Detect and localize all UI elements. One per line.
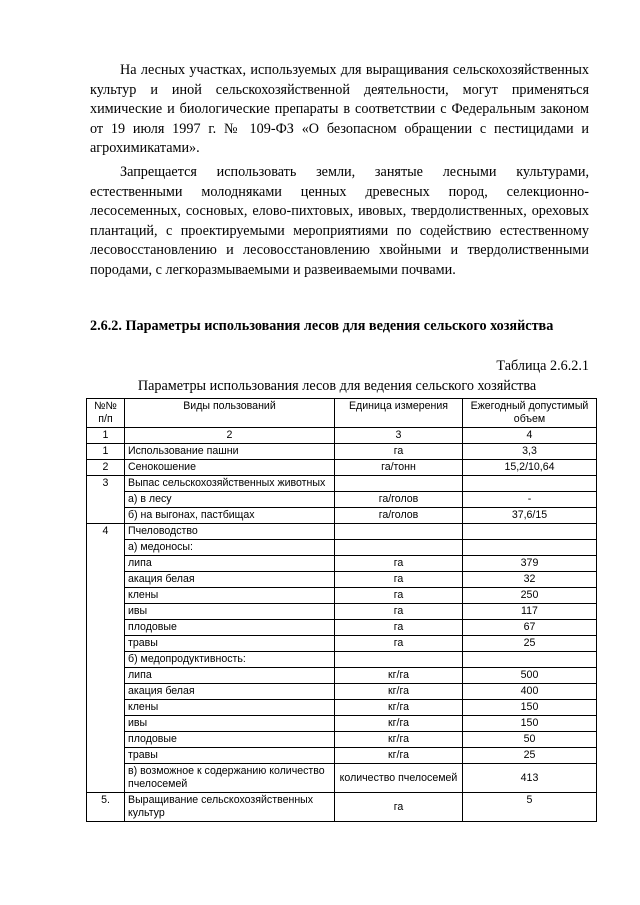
table-row — [87, 652, 597, 668]
row-unit: кг/га — [335, 716, 463, 732]
table-row — [87, 700, 597, 716]
row-volume: 50 — [463, 732, 597, 748]
row-unit: га — [335, 620, 463, 636]
row-volume — [463, 652, 597, 668]
row-unit: га — [335, 588, 463, 604]
paragraph-prohibition: Запрещается использовать земли, занятые лесными культурами, естественными молодняками ценных древесных пород, селекционно-лесосеменных, сосновых, елово-пихтовых, ивовых, твердолиственных, ореховых плантаций, с проектируемыми мероприятиями по содействию естественному лесовосстановлению и лесовосстановлению хвойными и твердолиственными породами, с легкоразмываемыми и развеиваемыми почвами. — [90, 164, 589, 278]
row-type: травы — [125, 748, 335, 764]
row-type: в) возможное к содержанию количество пчелосемей — [125, 764, 335, 793]
header-unit: Единица измерения — [335, 399, 463, 428]
table-row — [87, 540, 597, 556]
table-row — [87, 748, 597, 764]
table-caption: Параметры использования лесов для ведения сельского хозяйства — [137, 378, 537, 394]
row-unit: кг/га — [335, 700, 463, 716]
row-volume — [463, 524, 597, 540]
table-row — [87, 588, 597, 604]
row-type: Выпас сельскохозяйственных животных — [125, 476, 335, 492]
row-volume: 250 — [463, 588, 597, 604]
row-volume: 25 — [463, 748, 597, 764]
table-row — [87, 636, 597, 652]
col-number: 4 — [463, 428, 597, 444]
row-type: плодовые — [125, 732, 335, 748]
row-type: акация белая — [125, 572, 335, 588]
table-row — [87, 684, 597, 700]
row-volume: 150 — [463, 700, 597, 716]
row-volume: 25 — [463, 636, 597, 652]
row-unit: га/голов — [335, 492, 463, 508]
col-number: 1 — [87, 428, 125, 444]
table-row — [87, 604, 597, 620]
row-volume: 400 — [463, 684, 597, 700]
row-type: а) в лесу — [125, 492, 335, 508]
row-unit: кг/га — [335, 732, 463, 748]
row-unit: га — [335, 572, 463, 588]
row-unit: кг/га — [335, 668, 463, 684]
row-unit: га/голов — [335, 508, 463, 524]
table-row — [87, 716, 597, 732]
row-volume: 37,6/15 — [463, 508, 597, 524]
table-row — [87, 508, 597, 524]
row-type: клены — [125, 588, 335, 604]
row-volume: 117 — [463, 604, 597, 620]
table-row — [87, 732, 597, 748]
row-type: Сенокошение — [125, 460, 335, 476]
row-type: Использование пашни — [125, 444, 335, 460]
parameters-table — [86, 398, 597, 822]
col-number: 3 — [335, 428, 463, 444]
row-unit: количество пчелосемей — [335, 764, 463, 793]
row-unit — [335, 476, 463, 492]
table-row — [87, 793, 597, 822]
table-row — [87, 524, 597, 540]
row-volume: 32 — [463, 572, 597, 588]
row-volume: 5 — [463, 793, 597, 822]
column-number-row — [87, 428, 597, 444]
row-volume: 500 — [463, 668, 597, 684]
row-type: акация белая — [125, 684, 335, 700]
row-type: плодовые — [125, 620, 335, 636]
row-unit: га — [335, 636, 463, 652]
row-unit: кг/га — [335, 684, 463, 700]
row-unit — [335, 652, 463, 668]
table-row — [87, 492, 597, 508]
row-volume: 150 — [463, 716, 597, 732]
table-row — [87, 620, 597, 636]
table-row — [87, 460, 597, 476]
paragraph-chemicals: На лесных участках, используемых для выращивания сельскохозяйственных культур и иной сельскохозяйственной деятельности, могут применяться химические и биологические препараты в соответствии с Федеральным законом от 19 июля 1997 г. № 109-ФЗ «О безопасном обращении с пестицидами и агрохимикатами». — [90, 62, 589, 157]
row-type: б) медопродуктивность: — [125, 652, 335, 668]
row-type: Пчеловодство — [125, 524, 335, 540]
row-volume — [463, 540, 597, 556]
row-unit: га — [335, 444, 463, 460]
row-type: липа — [125, 668, 335, 684]
row-num: 2 — [87, 460, 125, 476]
row-unit — [335, 540, 463, 556]
table-row — [87, 764, 597, 793]
row-type: б) на выгонах, пастбищах — [125, 508, 335, 524]
row-volume: 3,3 — [463, 444, 597, 460]
table-row — [87, 444, 597, 460]
row-volume: 379 — [463, 556, 597, 572]
row-volume: - — [463, 492, 597, 508]
table-row — [87, 556, 597, 572]
table-row — [87, 668, 597, 684]
row-unit — [335, 524, 463, 540]
row-num: 4 — [87, 524, 125, 793]
row-unit: га — [335, 556, 463, 572]
row-unit: га/тонн — [335, 460, 463, 476]
row-num: 1 — [87, 444, 125, 460]
col-number: 2 — [125, 428, 335, 444]
row-type: ивы — [125, 716, 335, 732]
row-volume — [463, 476, 597, 492]
row-type: а) медоносы: — [125, 540, 335, 556]
header-volume: Ежегодный допустимый объем — [463, 399, 597, 428]
table-row — [87, 476, 597, 492]
row-type: травы — [125, 636, 335, 652]
row-type: липа — [125, 556, 335, 572]
table-number: Таблица 2.6.2.1 — [496, 358, 589, 374]
row-volume: 413 — [463, 764, 597, 793]
table-row — [87, 572, 597, 588]
row-num: 3 — [87, 476, 125, 524]
section-heading: 2.6.2. Параметры использования лесов для ведения сельского хозяйства — [90, 318, 554, 334]
row-num: 5. — [87, 793, 125, 822]
header-type: Виды пользований — [125, 399, 335, 428]
row-type: клены — [125, 700, 335, 716]
table-header-row — [87, 399, 597, 428]
row-volume: 15,2/10,64 — [463, 460, 597, 476]
row-unit: кг/га — [335, 748, 463, 764]
row-unit: га — [335, 604, 463, 620]
row-volume: 67 — [463, 620, 597, 636]
row-type: ивы — [125, 604, 335, 620]
row-type: Выращивание сельскохозяйственных культур — [125, 793, 335, 822]
row-unit: га — [335, 793, 463, 822]
header-num: №№ п/п — [87, 399, 125, 428]
